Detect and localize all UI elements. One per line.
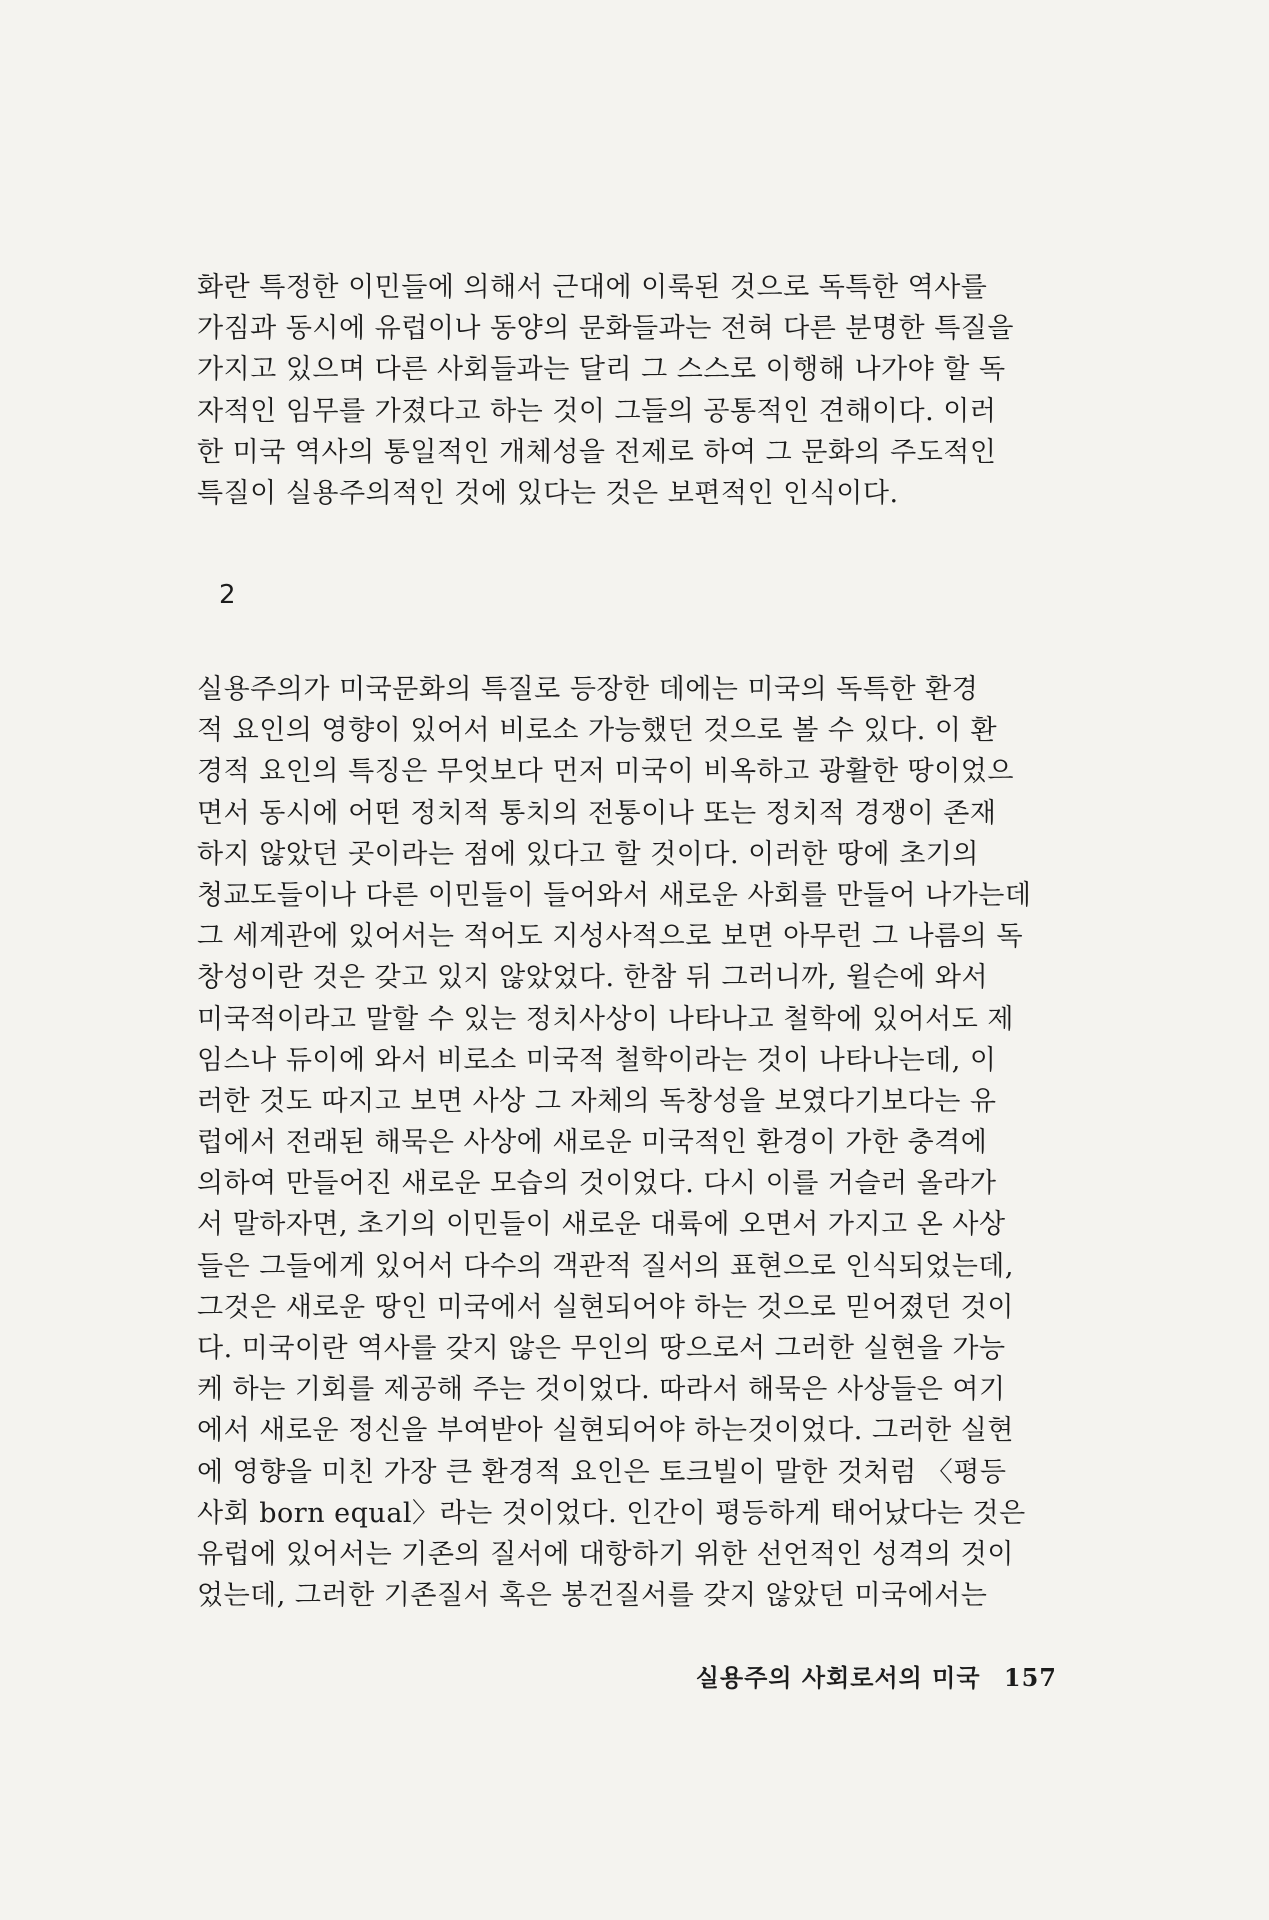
text-line: 면서 동시에 어떤 정치적 통치의 전통이나 또는 정치적 경쟁이 존재 <box>197 797 997 829</box>
paragraph-2 <box>197 669 1090 1616</box>
text-line: 한 미국 역사의 통일적인 개체성을 전제로 하여 그 문화의 주도적인 <box>197 436 997 468</box>
text-line: 다. 미국이란 역사를 갖지 않은 무인의 땅으로서 그러한 실현을 가능 <box>197 1333 1006 1364</box>
text-line: 의하여 만들어진 새로운 모습의 것이었다. 다시 이를 거슬러 올라가 <box>197 1168 997 1200</box>
page-footer <box>696 1658 1057 1693</box>
text-line: 특질이 실용주의적인 것에 있다는 것은 보편적인 인식이다. <box>197 477 899 509</box>
text-line: 럽에서 전래된 해묵은 사상에 새로운 미국적인 환경이 가한 충격에 <box>197 1127 988 1159</box>
text-line: 청교도들이나 다른 이민들이 들어와서 새로운 사회를 만들어 나가는데 <box>197 879 1032 911</box>
text-line: 사회 born equal〉라는 것이었다. 인간이 평등하게 태어났다는 것은 <box>197 1497 1026 1529</box>
page-number: 157 <box>1003 1663 1057 1692</box>
text-line: 었는데, 그러한 기존질서 혹은 봉건질서를 갖지 않았던 미국에서는 <box>197 1580 988 1612</box>
text-line: 그 세계관에 있어서는 적어도 지성사적으로 보면 아무런 그 나름의 독 <box>197 921 1024 953</box>
text-line: 러한 것도 따지고 보면 사상 그 자체의 독창성을 보였다기보다는 유 <box>197 1085 997 1117</box>
text-line: 실용주의가 미국문화의 특질로 등장한 데에는 미국의 독특한 환경 <box>197 674 979 705</box>
section-number: 2 <box>219 580 236 610</box>
text-line: 임스나 듀이에 와서 비로소 미국적 철학이라는 것이 나타나는데, 이 <box>197 1044 997 1076</box>
text-line: 들은 그들에게 있어서 다수의 객관적 질서의 표현으로 인식되었는데, <box>197 1250 1014 1282</box>
text-line: 케 하는 기회를 제공해 주는 것이었다. 따라서 해묵은 사상들은 여기 <box>197 1374 1006 1406</box>
text-line: 그것은 새로운 땅인 미국에서 실현되어야 하는 것으로 믿어졌던 것이 <box>197 1291 1014 1323</box>
text-line: 적 요인의 영향이 있어서 비로소 가능했던 것으로 볼 수 있다. 이 환 <box>197 715 998 747</box>
paragraph-1 <box>197 267 1090 514</box>
text-line: 경적 요인의 특징은 무엇보다 먼저 미국이 비옥하고 광활한 땅이었으 <box>197 756 1014 788</box>
running-title: 실용주의 사회로서의 미국 <box>695 1663 981 1692</box>
text-line: 창성이란 것은 갖고 있지 않았었다. 한참 뒤 그러니까, 윌슨에 와서 <box>197 962 989 994</box>
text-line: 자적인 임무를 가졌다고 하는 것이 그들의 공통적인 견해이다. 이러 <box>197 395 997 427</box>
text-line: 화란 특정한 이민들에 의해서 근대에 이룩된 것으로 독특한 역사를 <box>197 272 988 303</box>
text-line: 에서 새로운 정신을 부여받아 실현되어야 하는것이었다. 그러한 실현 <box>197 1415 1014 1447</box>
text-line: 하지 않았던 곳이라는 점에 있다고 할 것이다. 이러한 땅에 초기의 <box>197 838 979 870</box>
text-line: 가지고 있으며 다른 사회들과는 달리 그 스스로 이행해 나가야 할 독 <box>197 354 1006 386</box>
text-line: 서 말하자면, 초기의 이민들이 새로운 대륙에 오면서 가지고 온 사상 <box>197 1209 1006 1241</box>
text-line: 가짐과 동시에 유럽이나 동양의 문화들과는 전혀 다른 분명한 특질을 <box>197 313 1014 345</box>
text-line: 미국적이라고 말할 수 있는 정치사상이 나타나고 철학에 있어서도 제 <box>197 1003 1014 1035</box>
text-line: 에 영향을 미친 가장 큰 환경적 요인은 토크빌이 말한 것처럼 〈평등 <box>197 1456 1007 1488</box>
text-line: 유럽에 있어서는 기존의 질서에 대항하기 위한 선언적인 성격의 것이 <box>197 1538 1014 1570</box>
